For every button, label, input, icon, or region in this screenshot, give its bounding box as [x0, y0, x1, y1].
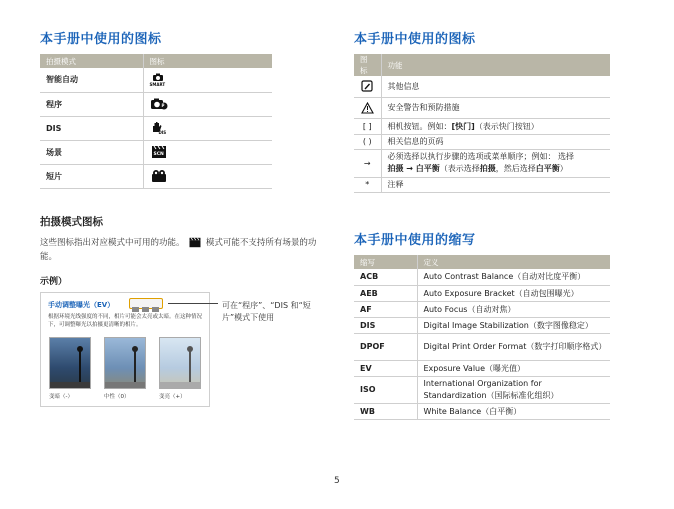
- table-row: [40, 68, 272, 92]
- example-box: [40, 292, 210, 407]
- table-row: AEB Auto Exposure Bracket（自动包围曝光）: [354, 285, 610, 301]
- table-row: AF Auto Focus（自动对焦）: [354, 301, 610, 317]
- table-row: EV Exposure Value（曝光值）: [354, 360, 610, 376]
- table-row: [40, 140, 272, 164]
- callout-line: [168, 303, 218, 304]
- table-row: * 注释: [354, 177, 610, 192]
- movie-reel-icon: [150, 169, 168, 183]
- table-row: 其他信息: [354, 76, 610, 97]
- mode-name: DIS: [40, 116, 143, 140]
- mode-icons-heading: 拍摄模式图标: [40, 216, 103, 228]
- abbreviation-table: [354, 255, 610, 420]
- smart-auto-camera-icon: SMART: [150, 73, 168, 87]
- table-row: [40, 92, 272, 116]
- icon-col-header: 图标: [354, 54, 381, 76]
- program-camera-icon: P: [150, 97, 168, 111]
- function-col-header: 功能: [381, 54, 610, 76]
- table-row: [ ] 相机按钮。例如：[快门]（表示快门按钮）: [354, 118, 610, 134]
- abbreviations-title: 本手册中使用的缩写: [354, 233, 476, 248]
- warning-triangle-icon: [361, 103, 374, 112]
- mode-icons-description: 这些图标指出对应模式中可用的功能。 模式可能不支持所有场景的功能。: [40, 238, 317, 262]
- definition-col-header: 定义: [417, 255, 610, 269]
- mode-name: 程序: [40, 92, 143, 116]
- mode-name: 短片: [40, 164, 143, 188]
- table-row: 安全警告和预防措施: [354, 97, 610, 118]
- mode-icon-table: [40, 54, 272, 189]
- table-row: WB White Balance（白平衡）: [354, 403, 610, 419]
- icon-function-table: [354, 54, 610, 193]
- info-note-icon: [361, 82, 373, 91]
- mode-name: 场景: [40, 140, 143, 164]
- scene-clapboard-icon: [187, 237, 203, 248]
- table-row: DIS Digital Image Stabilization（数字图像稳定）: [354, 317, 610, 333]
- right-page-title: 本手册中使用的图标: [354, 32, 476, 47]
- caption-bright: 变亮（+）: [159, 394, 186, 400]
- table-row: → 必须选择以执行步骤的选项或菜单顺序；例如： 选择 拍摄 → 白平衡（表示选择拍摄，然后选择白平衡）: [354, 149, 610, 177]
- dis-hand-icon: DIS: [150, 121, 168, 135]
- example-label: 示例）: [40, 277, 68, 287]
- caption-neutral: 中性（0）: [104, 394, 130, 400]
- example-description: 根据环境光线强度的不同，相片可能会太亮或太暗。在这种情况下，可调整曝光以拍摄更清晰的相片。: [48, 314, 203, 328]
- caption-dark: 变暗（-）: [49, 394, 73, 400]
- dark-photo: [49, 337, 91, 389]
- mode-icons-highlight: [129, 298, 163, 309]
- table-row: [40, 116, 272, 140]
- bright-photo: [159, 337, 201, 389]
- page-number: 5: [334, 476, 340, 486]
- abbr-col-header: 缩写: [354, 255, 417, 269]
- table-row: ISO International Organization for Standardization（国际标准化组织）: [354, 376, 610, 403]
- mode-header: 拍摄模式: [40, 54, 143, 68]
- icon-header: 图标: [143, 54, 272, 68]
- table-row: ACB Auto Contrast Balance（自动对比度平衡）: [354, 269, 610, 285]
- example-title: 手动调整曝光（EV）: [48, 301, 115, 309]
- neutral-photo: [104, 337, 146, 389]
- left-page-title: 本手册中使用的图标: [40, 32, 162, 47]
- table-row: [40, 164, 272, 188]
- table-row: ( ) 相关信息的页码: [354, 134, 610, 149]
- scene-clapboard-icon: SCN: [150, 145, 168, 159]
- mode-name: 智能自动: [40, 68, 143, 92]
- table-row: DPOF Digital Print Order Format（数字打印顺序格式）: [354, 333, 610, 360]
- callout-text: 可在“程序”、“DIS 和“短片”模式下使用: [222, 301, 311, 322]
